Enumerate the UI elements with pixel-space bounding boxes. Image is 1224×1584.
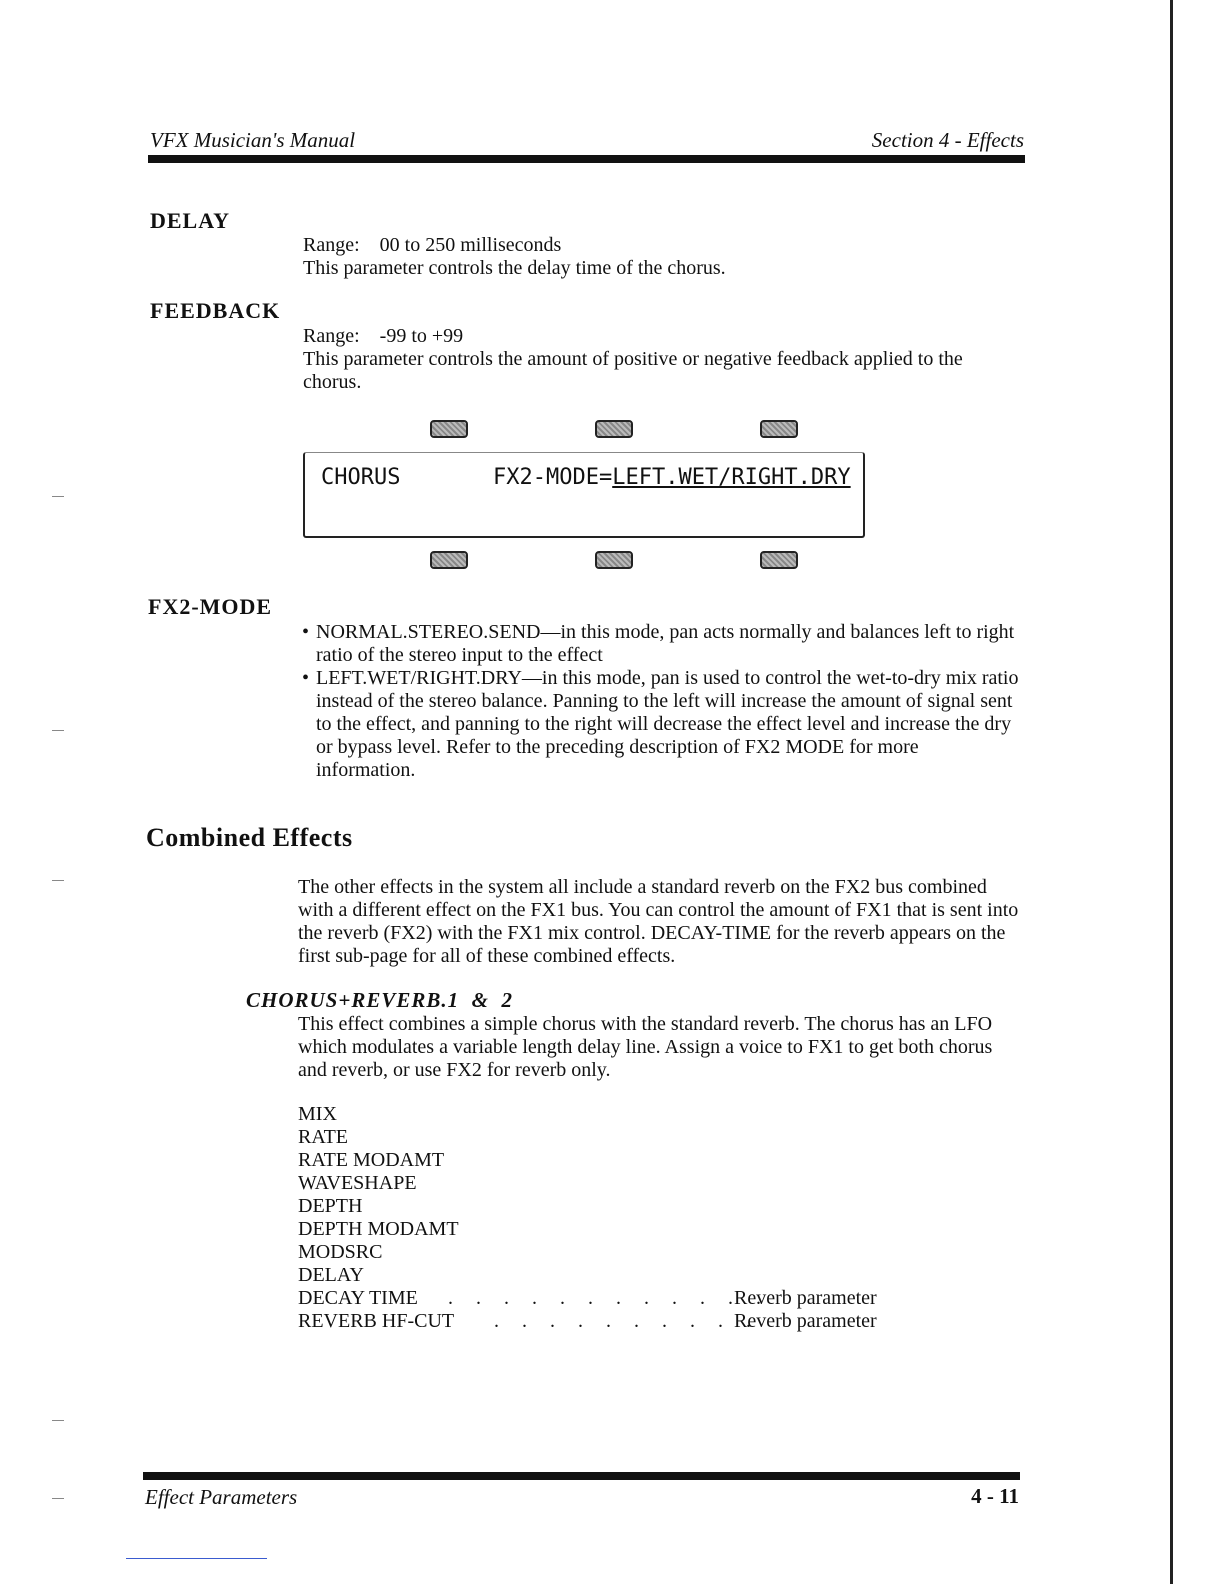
list-item: • NORMAL.STEREO.SEND—in this mode, pan acts normally and balances left to right ratio of the stereo input to the effect: [302, 621, 1020, 667]
soft-button-bottom-2: [595, 551, 633, 569]
list-item: DELAY: [298, 1264, 364, 1286]
running-header-title: VFX Musician's Manual: [150, 128, 356, 152]
soft-button-bottom-3: [760, 551, 798, 569]
list-item: WAVESHAPE: [298, 1172, 417, 1194]
page-number: 4 - 11: [971, 1484, 1019, 1508]
lcd-effect-name: CHORUS: [321, 465, 401, 490]
list-item: MODSRC: [298, 1241, 383, 1263]
param-heading-delay: DELAY: [150, 208, 230, 233]
margin-mark: [52, 730, 64, 731]
param-body-feedback: [303, 325, 1023, 394]
dot-leader: . . . . . . . . . .: [494, 1310, 760, 1332]
section-heading: Combined Effects: [146, 823, 353, 852]
running-footer-title: Effect Parameters: [145, 1485, 298, 1509]
reverb-param-name: DECAY TIME: [298, 1287, 418, 1309]
margin-mark: [52, 1498, 64, 1499]
range-value: -99 to +99: [379, 325, 464, 347]
param-body-fx2-mode: [302, 621, 1020, 782]
list-item: RATE MODAMT: [298, 1149, 445, 1171]
soft-button-bottom-1: [430, 551, 468, 569]
margin-mark: [52, 496, 64, 497]
list-item: MIX: [298, 1103, 337, 1125]
reverb-param-name: REVERB HF-CUT: [298, 1310, 455, 1332]
subsection-heading: CHORUS+REVERB.1 & 2: [246, 988, 513, 1012]
list-item: DEPTH: [298, 1195, 363, 1217]
margin-mark: [52, 1420, 64, 1421]
param-description: This parameter controls the delay time of the chorus.: [303, 257, 726, 279]
range-value: 00 to 250 milliseconds: [379, 234, 562, 256]
lcd-param-label: FX2-MODE=: [493, 465, 613, 490]
page-edge: [1170, 0, 1173, 1584]
list-item: RATE: [298, 1126, 348, 1148]
dot-leader: . . . . . . . . . . . .: [448, 1287, 770, 1309]
margin-mark: [52, 880, 64, 881]
header-rule: [148, 155, 1025, 163]
param-heading-feedback: FEEDBACK: [150, 298, 281, 323]
footnote-rule: [126, 1558, 267, 1559]
lcd-param-value: LEFT.WET/RIGHT.DRY: [612, 465, 851, 490]
range-line: [303, 325, 1023, 348]
param-body-delay: [303, 234, 1023, 280]
fx2-mode-options: [302, 621, 1020, 782]
soft-button-top-1: [430, 420, 468, 438]
param-description: This parameter controls the amount of positive or negative feedback applied to the chorus.: [303, 348, 963, 393]
param-heading-fx2-mode: FX2-MODE: [148, 594, 273, 619]
range-label: Range:: [303, 325, 360, 347]
section-paragraph: The other effects in the system all include a standard reverb on the FX2 bus combined with a different effect on the FX1 bus. You can control the amount of FX1 that is sent into the reverb (FX2) with the FX1 mix control. DECAY-TIME for the reverb appears on the first sub-page for all of these combined effects.: [298, 876, 1019, 967]
list-item: • LEFT.WET/RIGHT.DRY—in this mode, pan is used to control the wet-to-dry mix ratio instead of the stereo balance. Panning to the left will increase the amount of signal sent to the effect, and panning to the right will decrease the effect level and increase the dry or bypass level. Refer to the preceding description of FX2 MODE for more information.: [302, 667, 1020, 782]
footer-rule: [143, 1472, 1020, 1480]
list-item: DEPTH MODAMT: [298, 1218, 459, 1240]
reverb-param-note: Reverb parameter: [734, 1310, 877, 1332]
reverb-param-note: Reverb parameter: [734, 1287, 877, 1309]
lcd-parameter: [493, 465, 851, 490]
range-label: Range:: [303, 234, 360, 256]
range-line: [303, 234, 1023, 257]
running-header-section: Section 4 - Effects: [871, 128, 1024, 152]
soft-button-top-3: [760, 420, 798, 438]
lcd-display: [303, 452, 865, 538]
subsection-paragraph: This effect combines a simple chorus with the standard reverb. The chorus has an LFO which modulates a variable length delay line. Assign a voice to FX1 to get both chorus and reverb, or use FX2 for reverb only.: [298, 1013, 993, 1081]
soft-button-top-2: [595, 420, 633, 438]
